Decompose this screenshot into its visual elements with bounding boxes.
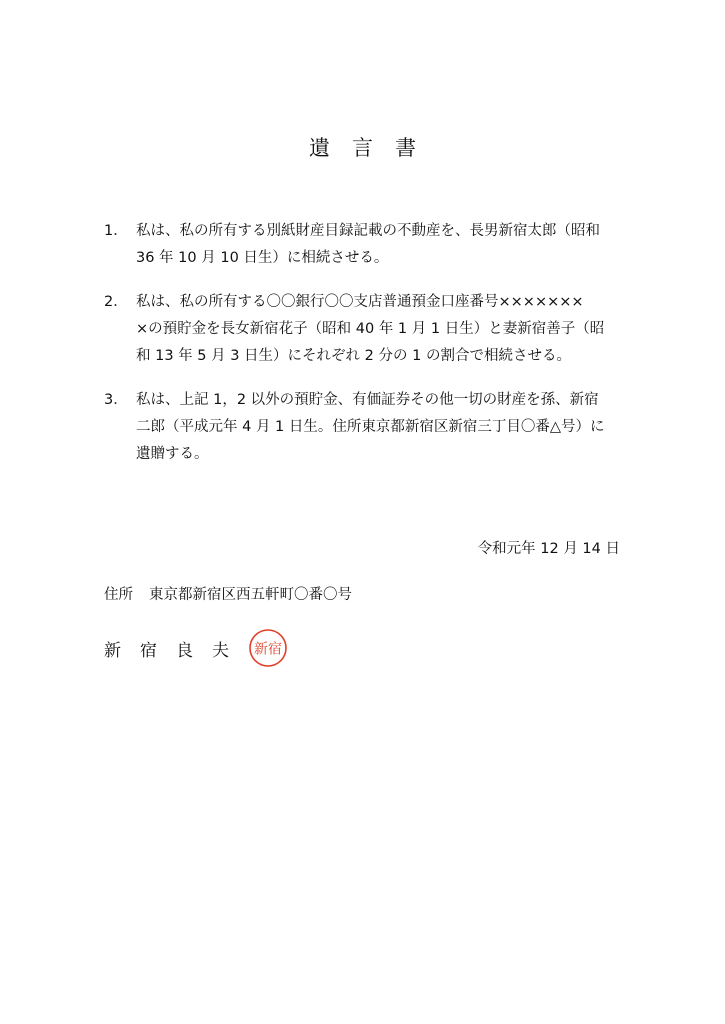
clause-line: 二郎（平成元年 4 月 1 日生。住所東京都新宿区新宿三丁目〇番△号）に xyxy=(136,419,605,435)
document-date: 令和元年 12 月 14 日 xyxy=(477,541,620,557)
clause-line: 和 13 年 5 月 3 日生）にそれぞれ 2 分の 1 の割合で相続させる。 xyxy=(136,348,571,364)
signer-name: 新宿良夫 xyxy=(104,640,248,661)
clause-line: 私は、私の所有する〇〇銀行〇〇支店普通預金口座番号××××××× xyxy=(136,294,584,310)
address-line xyxy=(104,583,352,604)
clause-1 xyxy=(104,218,624,272)
seal-text: 新宿 xyxy=(254,641,282,658)
address-label: 住所 xyxy=(104,587,133,603)
signature-block xyxy=(104,628,288,668)
clause-3 xyxy=(104,387,624,468)
clause-2 xyxy=(104,289,624,370)
seal-stamp-icon xyxy=(248,628,288,668)
clause-number: 2． xyxy=(104,294,128,310)
clause-number: 3． xyxy=(104,392,128,408)
document-title: 遺言書 xyxy=(309,136,438,160)
address-value: 東京都新宿区西五軒町〇番〇号 xyxy=(149,587,352,603)
clause-line: 36 年 10 月 10 日生）に相続させる。 xyxy=(136,250,389,266)
clause-line: ×の預貯金を長女新宿花子（昭和 40 年 1 月 1 日生）と妻新宿善子（昭 xyxy=(136,321,605,337)
clause-line: 私は、私の所有する別紙財産目録記載の不動産を、長男新宿太郎（昭和 xyxy=(136,223,600,239)
clause-line: 遺贈する。 xyxy=(136,446,209,462)
clause-number: 1． xyxy=(104,223,128,239)
clause-line: 私は、上記 1，2 以外の預貯金、有価証券その他一切の財産を孫、新宿 xyxy=(136,392,599,408)
